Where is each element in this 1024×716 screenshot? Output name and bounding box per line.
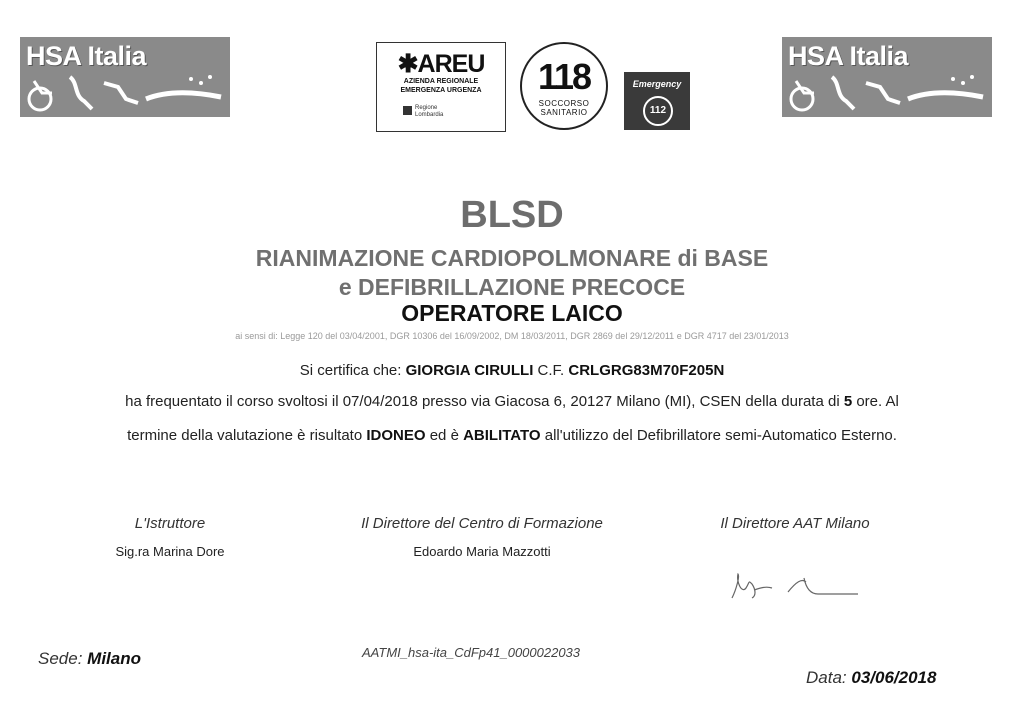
certificate-subtitle-1: RIANIMAZIONE CARDIOPOLMONARE di BASE <box>255 245 769 271</box>
regione-lombardia-icon <box>403 106 412 115</box>
date-field: Data: 03/06/2018 <box>806 668 937 687</box>
fiscal-code: CRLGRG83M70F205N <box>568 362 725 379</box>
soccorso-118-logo: 118 SOCCORSO SANITARIO <box>520 42 608 130</box>
course-hours: 5 <box>843 393 853 410</box>
emergency-112-logo: Emergency 112 <box>624 72 690 130</box>
result-line: termine della valutazione è risultato IDONEO ed è ABILITATO all'utilizzo del Defibrillatore semi-Automatico Esterno. <box>127 427 897 444</box>
legal-note: ai sensi di: Legge 120 del 03/04/2001, DGR 10306 del 16/09/2002, DM 18/03/2011, DGR 2869 del 29/12/2011 e DGR 4717 del 23/01/2013 <box>235 331 789 341</box>
operator-role: OPERATORE LAICO <box>401 300 623 326</box>
aat-director-role: Il Direttore AAT Milano <box>720 515 870 532</box>
hsa-italia-logo-left: HSA Italia <box>20 37 230 117</box>
date-value: 03/06/2018 <box>851 668 937 687</box>
holder-name: GIORGIA CIRULLI <box>405 362 534 379</box>
hsa-italia-logo-right: HSA Italia <box>782 37 992 117</box>
director-name: Edoardo Maria Mazzotti <box>413 544 551 559</box>
course-details-line: ha frequentato il corso svoltosi il 07/04/2018 presso via Giacosa 6, 20127 Milano (MI), CSEN della durata di 5 ore. Al <box>125 393 899 410</box>
athletes-icon <box>26 73 226 115</box>
athletes-icon <box>788 73 988 115</box>
certificate-subtitle-2: e DEFIBRILLAZIONE PRECOCE <box>338 274 686 300</box>
sede-field: Sede: Milano <box>38 649 141 668</box>
result-abilitato: ABILITATO <box>463 427 541 444</box>
certificate-title: BLSD <box>460 194 564 236</box>
signature-image <box>726 568 866 608</box>
sede-value: Milano <box>87 649 141 668</box>
certification-line: Si certifica che: GIORGIA CIRULLI C.F. CRLGRG83M70F205N <box>299 362 725 379</box>
instructor-name: Sig.ra Marina Dore <box>115 544 225 559</box>
instructor-role: L'Istruttore <box>134 515 206 532</box>
certificate-code: AATMI_hsa-ita_CdFp41_0000022033 <box>362 645 581 660</box>
director-role: Il Direttore del Centro di Formazione <box>361 515 603 532</box>
result-idoneo: IDONEO <box>366 427 426 444</box>
areu-logo: ✱AREU AZIENDA REGIONALE EMERGENZA URGENZA Regione Lombardia <box>376 42 506 132</box>
